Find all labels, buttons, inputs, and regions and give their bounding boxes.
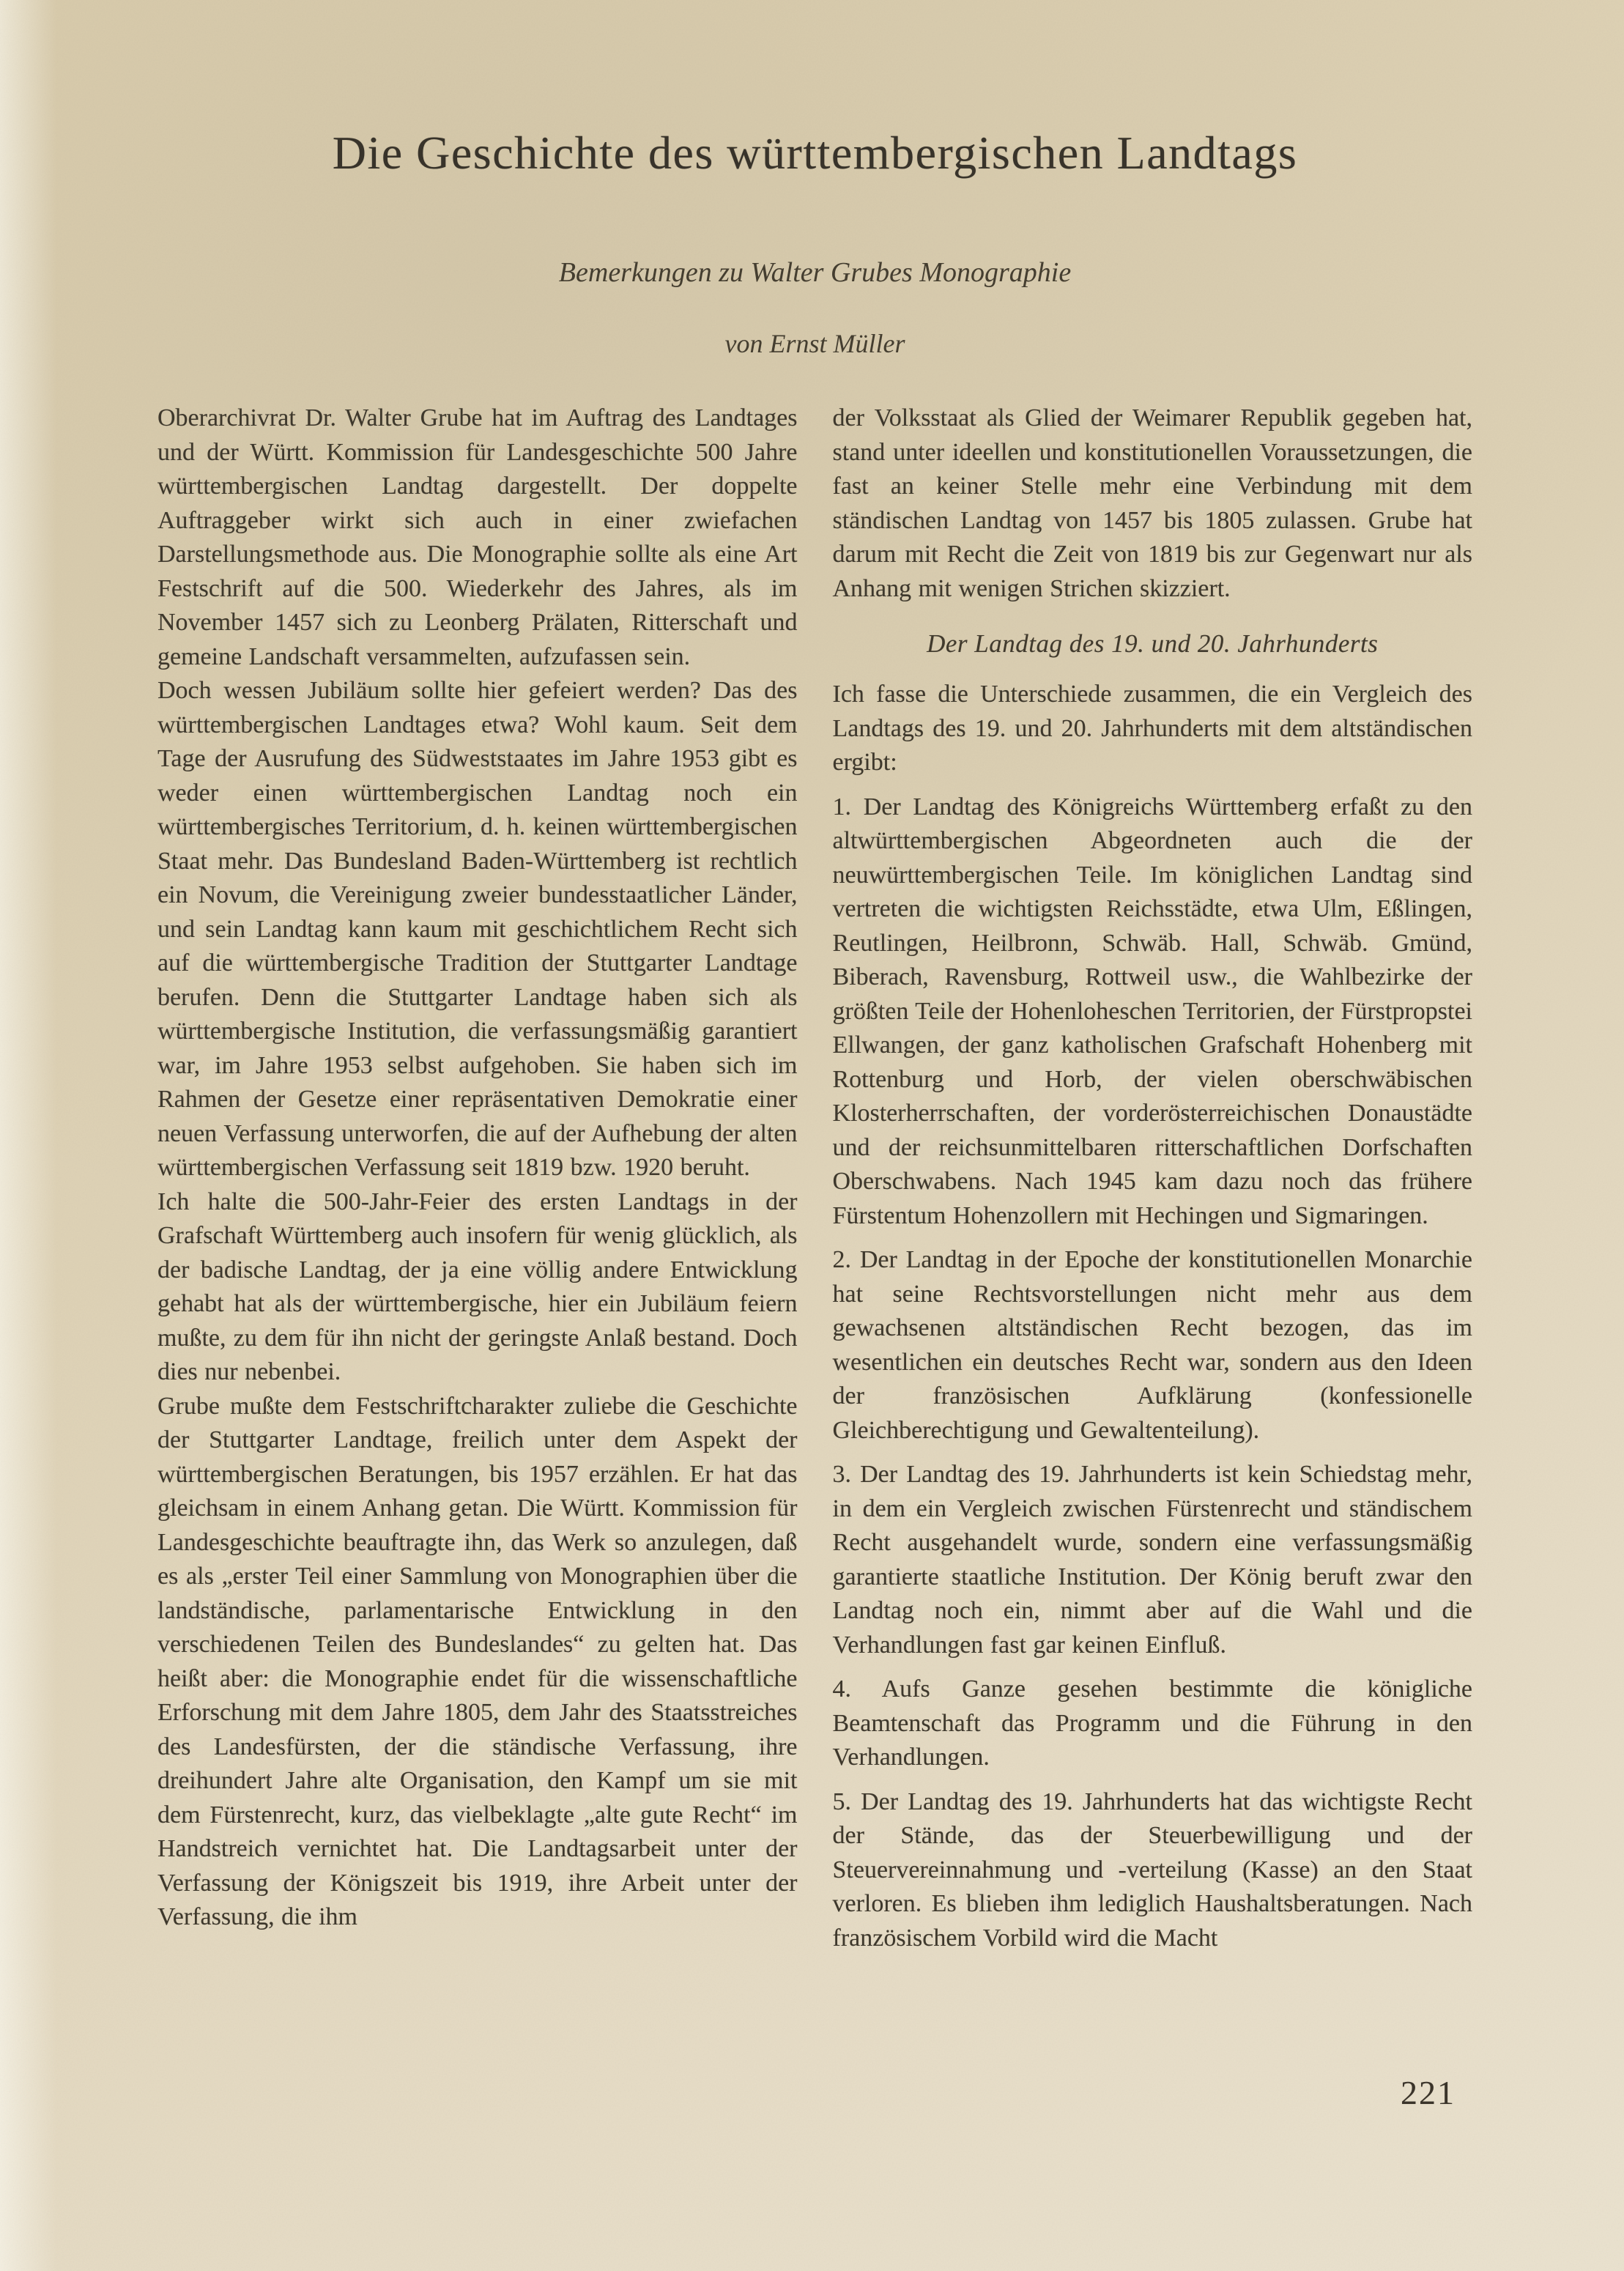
- numbered-item: 1. Der Landtag des Königreichs Württemberg erfaßt zu den altwürttembergischen Abgeordneten auch die der neuwürttembergischen Teile. Im königlichen Landtag sind vertreten die wichtigsten Reichsstädte, etwa Ulm, Eßlingen, Reutlingen, Heilbronn, Schwäb. Hall, Schwäb. Gmünd, Biberach, Ravensburg, Rottweil usw., die Wahlbezirke der größten Teile der Hohenloheschen Territorien, der Fürstpropstei Ellwangen, der ganz katholischen Grafschaft Hohenberg mit Rottenburg und Horb, der vielen oberschwäbischen Klosterherrschaften, der vorderösterreichischen Donaustädte und der reichsunmittelbaren ritterschaftlichen Dorfschaften Oberschwabens. Nach 1945 kam dazu noch das frühere Fürstentum Hohenzollern mit Hechingen und Sigmaringen.: [832, 793, 1472, 1229]
- paragraph-continuation: der Volksstaat als Glied der Weimarer Republik gegeben hat, stand unter ideellen und konstitutionellen Voraussetzungen, die fast an keiner Stelle mehr eine Verbindung mit dem ständischen Landtag von 1457 bis 1805 zulassen. Grube hat darum mit Recht die Zeit von 1819 bis zur Gegenwart nur als Anhang mit wenigen Strichen skizziert.: [832, 404, 1472, 602]
- masthead: [157, 126, 1472, 358]
- page-title: Die Geschichte des württembergischen Landtags: [332, 127, 1298, 179]
- section-heading: Der Landtag des 19. und 20. Jahrhunderts: [927, 629, 1379, 658]
- left-column: [157, 401, 798, 1955]
- paragraph: Grube mußte dem Festschriftcharakter zuliebe die Geschichte der Stuttgarter Landtage, freilich unter dem Aspekt der württembergischen Beratungen, bis 1957 erzählen. Er hat das gleichsam in einem Anhang getan. Die Württ. Kommission für Landesgeschichte beauftragte ihn, das Werk so anzulegen, daß es als „erster Teil einer Sammlung von Monographien über die landständische, parlamentarische Entwicklung in den verschiedenen Teilen des Bundeslandes“ zu gelten hat. Das heißt aber: die Monographie endet für die wissenschaftliche Erforschung mit dem Jahre 1805, dem Jahr des Staatsstreiches des Landesfürsten, der die ständische Verfassung, ihre dreihundert Jahre alte Organisation, den Kampf um sie mit dem Fürstenrecht, kurz, das vielbeklagte „alte gute Recht“ im Handstreich vernichtet hat. Die Landtagsarbeit unter der Verfassung der Königszeit bis 1919, ihre Arbeit unter der Verfassung, die ihm: [157, 1392, 798, 1930]
- paragraph: Doch wessen Jubiläum sollte hier gefeiert werden? Das des württembergischen Landtages etwa? Wohl kaum. Seit dem Tage der Ausrufung des Südweststaates im Jahre 1953 gibt es weder einen württembergischen Landtag noch ein württembergisches Territorium, d. h. keinen württembergischen Staat mehr. Das Bundesland Baden-Württemberg ist rechtlich ein Novum, die Vereinigung zweier bundesstaatlicher Länder, und sein Landtag kann kaum mit geschichtlichem Recht sich auf die württembergische Tradition der Stuttgarter Landtage berufen. Denn die Stuttgarter Landtage haben sich als württembergische Institution, die verfassungsmäßig garantiert war, im Jahre 1953 selbst aufgehoben. Sie haben sich im Rahmen der Gesetze einer repräsentativen Demokratie einer neuen Verfassung unterworfen, die auf der Aufhebung der alten württembergischen Verfassung seit 1819 bzw. 1920 beruht.: [157, 677, 798, 1181]
- paragraph: Ich halte die 500-Jahr-Feier des ersten Landtags in der Grafschaft Württemberg auch insofern für wenig glücklich, als der badische Landtag, der ja eine völlig andere Entwicklung gehabt hat als der württembergische, hier ein Jubiläum feiern mußte, zu dem für ihn nicht der geringste Anlaß bestand. Doch dies nur nebenbei.: [157, 1188, 798, 1385]
- text-columns: [157, 401, 1472, 1955]
- numbered-item: 4. Aufs Ganze gesehen bestimmte die königliche Beamtenschaft das Programm und die Führung in den Verhandlungen.: [832, 1675, 1472, 1771]
- page-number: 221: [1401, 2074, 1456, 2111]
- section-intro: Ich fasse die Unterschiede zusammen, die ein Vergleich des Landtags des 19. und 20. Jahrhunderts mit dem altständischen ergibt:: [832, 681, 1472, 776]
- article-author: von Ernst Müller: [724, 329, 905, 358]
- numbered-item: 3. Der Landtag des 19. Jahrhunderts ist kein Schiedstag mehr, in dem ein Vergleich zwischen Fürstenrecht und ständischem Recht ausgehandelt wurde, sondern eine verfassungsmäßig garantierte staatliche Institution. Der König beruft zwar den Landtag noch ein, nimmt aber auf die Wahl und die Verhandlungen fast gar keinen Einfluß.: [832, 1461, 1472, 1659]
- numbered-item: 2. Der Landtag in der Epoche der konstitutionellen Monarchie hat seine Rechtsvorstellungen nicht mehr aus dem gewachsenen altständischen Recht bezogen, das im wesentlichen ein deutsches Recht war, sondern aus den Ideen der französischen Aufklärung (konfessionelle Gleichberechtigung und Gewaltenteilung).: [832, 1246, 1472, 1444]
- paragraph: Oberarchivrat Dr. Walter Grube hat im Auftrag des Landtages und der Württ. Kommission für Landesgeschichte 500 Jahre württembergischen Landtag dargestellt. Der doppelte Auftraggeber wirkt sich auch in einer zwiefachen Darstellungsmethode aus. Die Monographie sollte als eine Art Festschrift auf die 500. Wiederkehr des Jahres, als im November 1457 sich zu Leonberg Prälaten, Ritterschaft und gemeine Landschaft versammelten, aufzufassen sein.: [157, 404, 798, 670]
- article-subtitle: Bemerkungen zu Walter Grubes Monographie: [558, 257, 1072, 288]
- numbered-item: 5. Der Landtag des 19. Jahrhunderts hat das wichtigste Recht der Stände, das der Steuerbewilligung und der Steuervereinnahmung und -verteilung (Kasse) an den Staat verloren. Es blieben ihm lediglich Haushaltsberatungen. Nach französischem Vorbild wird die Macht: [832, 1787, 1472, 1952]
- right-column: [833, 401, 1473, 1955]
